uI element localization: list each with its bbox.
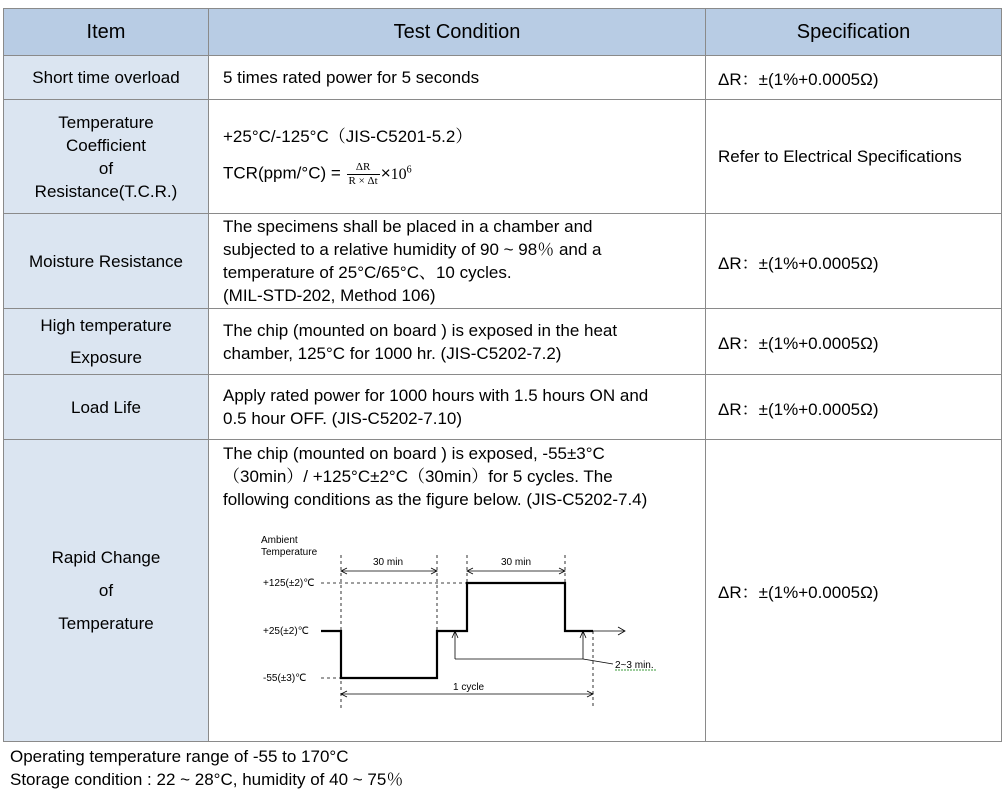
- item-line: Temperature: [58, 112, 154, 132]
- condition-line: following conditions as the figure below. (JIS-C5202-7.4): [223, 490, 648, 509]
- item-line: Resistance(T.C.R.): [34, 181, 178, 201]
- condition-line: Apply rated power for 1000 hours with 1.5 hours ON and: [223, 386, 649, 405]
- transition-label: 2~3 min.: [615, 660, 654, 671]
- table-header-row: [4, 9, 1002, 56]
- condition-line: subjected to a relative humidity of 90 ~ 98％ and a: [223, 240, 602, 259]
- condition-line: The specimens shall be placed in a chamber and: [223, 217, 593, 236]
- item-cell: [4, 440, 209, 742]
- condition-line: 5 times rated power for 5 seconds: [223, 68, 480, 87]
- header-test-condition: Test Condition: [209, 9, 706, 56]
- temperature-waveform: [321, 583, 593, 678]
- figure-level-mid: +25(±2)℃: [263, 626, 309, 637]
- item-line: Exposure: [70, 347, 142, 367]
- condition-line: chamber, 125°C for 1000 hr. (JIS-C5202-7.2): [223, 343, 562, 363]
- tcr-power: [391, 166, 412, 183]
- condition-line: The chip (mounted on board ) is exposed in the heat: [223, 320, 618, 340]
- cycle-label: 1 cycle: [453, 682, 485, 693]
- table-row: [4, 309, 1002, 375]
- figure-level-high: +125(±2)℃: [263, 578, 315, 589]
- tcr-numerator: ΔR: [347, 161, 380, 175]
- tcr-label: TCR(ppm/°C) =: [223, 163, 341, 183]
- condition-cell: [209, 56, 706, 100]
- item-cell: [4, 309, 209, 375]
- tcr-formula: [223, 158, 697, 187]
- footer-notes: [10, 745, 403, 791]
- item-cell: [4, 56, 209, 100]
- item-line: Coefficient: [65, 135, 146, 155]
- condition-cell: [209, 375, 706, 440]
- table-row: [4, 375, 1002, 440]
- condition-line: 0.5 hour OFF. (JIS-C5202-7.10): [223, 409, 463, 428]
- header-specification: Specification: [706, 9, 1002, 56]
- dimension-label-left: 30 min: [373, 557, 404, 568]
- item-line: High temperature: [40, 315, 172, 335]
- spec-cell: ΔR：±(1%+0.0005Ω): [706, 440, 1002, 742]
- tcr-fraction: [347, 161, 380, 188]
- condition-line: The chip (mounted on board ) is exposed, -55±3°C: [223, 444, 605, 463]
- table-row: [4, 440, 1002, 742]
- condition-cell: [209, 309, 706, 375]
- condition-cell: [209, 100, 706, 214]
- table-row: [4, 100, 1002, 214]
- condition-line: +25°C/-125°C（JIS-C5201-5.2）: [223, 127, 473, 147]
- spec-cell: ΔR：±(1%+0.0005Ω): [706, 375, 1002, 440]
- footer-line: Operating temperature range of -55 to 170°C: [10, 747, 349, 766]
- condition-line: (MIL-STD-202, Method 106): [223, 286, 436, 305]
- tcr-denominator: R × Δt: [348, 174, 378, 187]
- item-cell: [4, 100, 209, 214]
- footer-line: Storage condition : 22 ~ 28°C, humidity of 40 ~ 75％: [10, 770, 404, 789]
- tcr-power-exp: 6: [406, 164, 412, 176]
- item-line: Rapid Change: [51, 548, 161, 567]
- dimension-label-right: 30 min: [501, 557, 532, 568]
- condition-cell: [209, 214, 706, 309]
- spec-cell: ΔR：±(1%+0.0005Ω): [706, 309, 1002, 375]
- spec-cell: Refer to Electrical Specifications: [706, 100, 1002, 214]
- item-cell: [4, 375, 209, 440]
- condition-line: （30min）/ +125°C±2°C（30min）for 5 cycles. The: [223, 467, 613, 486]
- spec-cell: ΔR：±(1%+0.0005Ω): [706, 56, 1002, 100]
- item-line: Moisture Resistance: [28, 251, 183, 271]
- transition-leader: [583, 659, 613, 664]
- figure-level-low: -55(±3)℃: [263, 673, 307, 684]
- tcr-power-base: 10: [390, 165, 407, 183]
- tcr-times: ×: [380, 163, 391, 183]
- item-line: of: [98, 158, 114, 178]
- spec-cell: ΔR：±(1%+0.0005Ω): [706, 214, 1002, 309]
- item-line: Temperature: [58, 614, 154, 633]
- item-line: Load Life: [71, 397, 141, 417]
- table-row: [4, 56, 1002, 100]
- specification-table: [3, 8, 1002, 742]
- figure-axis-label: Temperature: [261, 547, 318, 558]
- temperature-cycle-figure: [223, 531, 663, 711]
- table-row: [4, 214, 1002, 309]
- item-line: of: [98, 581, 114, 600]
- figure-axis-label: Ambient: [261, 535, 298, 546]
- item-line: Short time overload: [32, 68, 180, 87]
- condition-cell: [209, 440, 706, 742]
- condition-line: temperature of 25°C/65°C、10 cycles.: [223, 263, 512, 282]
- header-item: Item: [4, 9, 209, 56]
- item-cell: [4, 214, 209, 309]
